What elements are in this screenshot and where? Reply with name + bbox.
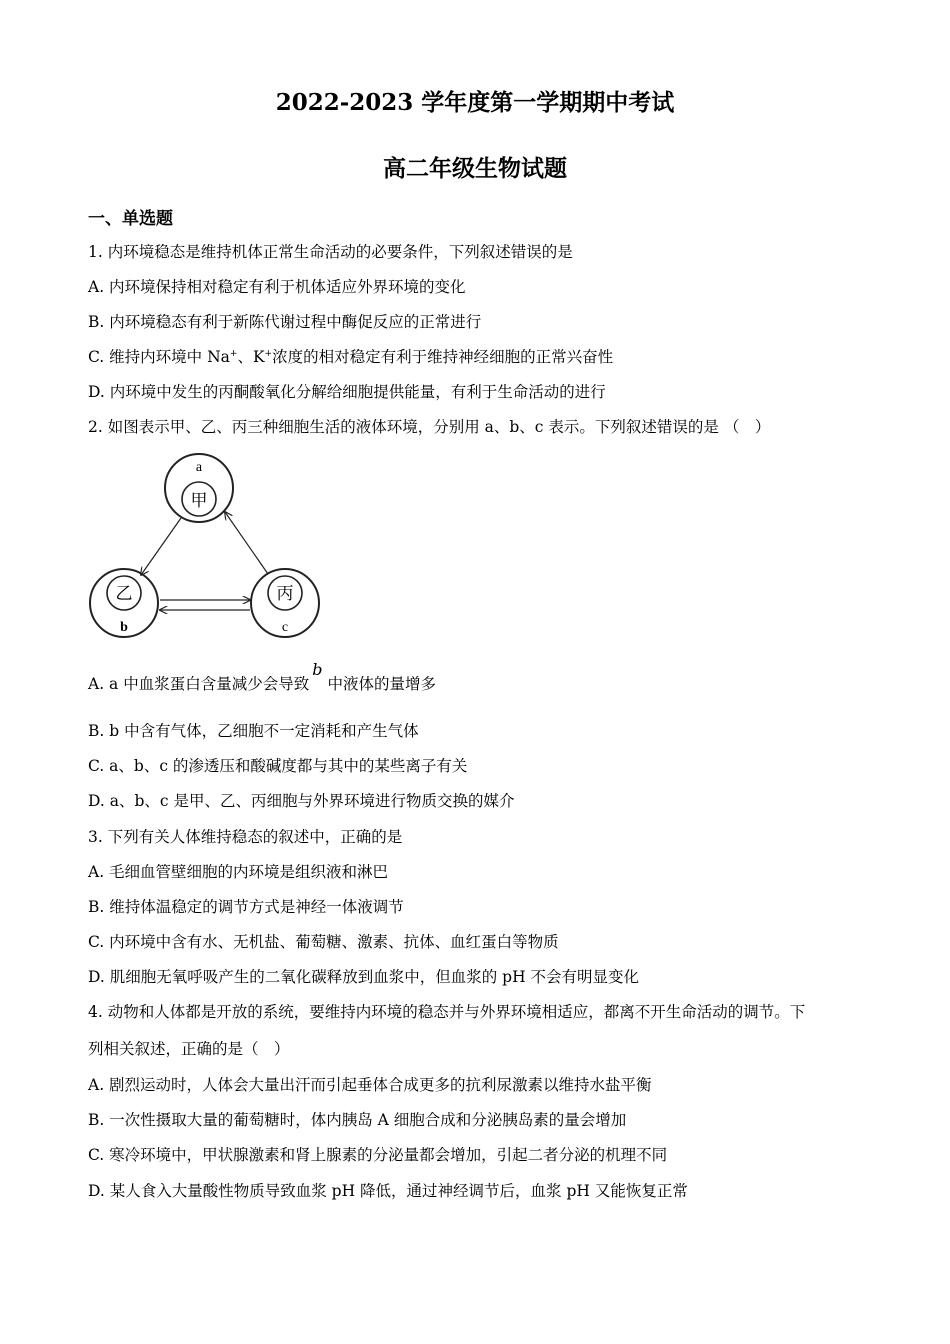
fluid-a-node: [165, 454, 233, 522]
q4-option-b: B. 一次性摄取大量的葡萄糖时，体内胰岛 A 细胞合成和分泌胰岛素的量会增加: [88, 1111, 627, 1129]
arrow-c-to-a: [225, 512, 268, 574]
q2-stem: 2. 如图表示甲、乙、丙三种细胞生活的液体环境，分别用 a、b、c 表示。下列叙述错误的是 （ ）: [88, 418, 771, 436]
label-a: a: [195, 460, 203, 475]
q2-option-a-post: 中液体的量增多: [327, 675, 436, 693]
cell-jia: 甲: [190, 491, 208, 511]
q1-option-c-mid: 、K: [237, 348, 265, 366]
q2-option-a: [88, 660, 436, 694]
cell-bing: 丙: [276, 584, 294, 604]
q1-option-a: A. 内环境保持相对稳定有利于机体适应外界环境的变化: [88, 278, 466, 296]
arrow-a-to-b: [141, 518, 181, 575]
q3-option-d: D. 肌细胞无氧呼吸产生的二氧化碳释放到血浆中，但血浆的 pH 不会有明显变化: [88, 968, 640, 986]
q2-option-a-pre: A. a 中血浆蛋白含量减少会导致: [88, 675, 310, 693]
q3-option-c: C. 内环境中含有水、无机盐、葡萄糖、激素、抗体、血红蛋白等物质: [88, 933, 559, 951]
q4-option-a: A. 剧烈运动时，人体会大量出汗而引起垂体合成更多的抗利尿激素以维持水盐平衡: [88, 1076, 652, 1094]
q4-option-c: C. 寒冷环境中，甲状腺激素和肾上腺素的分泌量都会增加，引起二者分泌的机理不同: [88, 1146, 668, 1164]
exam-subtitle: 高二年级生物试题: [383, 155, 567, 182]
section-heading: 一、单选题: [88, 209, 173, 229]
cell-yi: 乙: [115, 584, 133, 604]
q2-option-b: B. b 中含有气体，乙细胞不一定消耗和产生气体: [88, 722, 419, 740]
label-c: c: [281, 620, 289, 635]
q2-option-a-var: b: [312, 660, 323, 679]
fluid-c-node: [251, 569, 319, 637]
q2-option-c: C. a、b、c 的渗透压和酸碱度都与其中的某些离子有关: [88, 757, 468, 775]
q1-stem: 1. 内环境稳态是维持机体正常生命活动的必要条件，下列叙述错误的是: [88, 243, 573, 261]
q1-option-c: [88, 347, 613, 367]
exam-title: 2022-2023 学年度第一学期期中考试: [275, 89, 675, 116]
q3-option-a: A. 毛细血管壁细胞的内环境是组织液和淋巴: [88, 863, 389, 881]
fluid-b-node: [90, 569, 158, 637]
body-fluid-diagram: [84, 450, 329, 645]
q4-option-d: D. 某人食入大量酸性物质导致血浆 pH 降低，通过神经调节后，血浆 pH 又能恢复正常: [88, 1182, 688, 1200]
q1-option-d: D. 内环境中发生的丙酮酸氧化分解给细胞提供能量，有利于生命活动的进行: [88, 383, 606, 401]
q1-option-b: B. 内环境稳态有利于新陈代谢过程中酶促反应的正常进行: [88, 313, 482, 331]
q1-option-c-sup2: +: [264, 349, 273, 359]
q2-option-d: D. a、b、c 是甲、乙、丙细胞与外界环境进行物质交换的媒介: [88, 792, 515, 810]
label-b: b: [120, 620, 128, 635]
q1-option-c-post: 浓度的相对稳定有利于维持神经细胞的正常兴奋性: [272, 348, 614, 366]
q4-stem-line1: 4. 动物和人体都是开放的系统，要维持内环境的稳态并与外界环境相适应，都离不开生命活动的调节。下: [88, 1003, 806, 1021]
q1-option-c-pre: C. 维持内环境中 Na: [88, 348, 230, 366]
q1-option-c-sup1: +: [229, 349, 238, 359]
q4-stem-line2: 列相关叙述，正确的是（ ）: [88, 1040, 290, 1058]
q3-stem: 3. 下列有关人体维持稳态的叙述中，正确的是: [88, 828, 403, 846]
q3-option-b: B. 维持体温稳定的调节方式是神经一体液调节: [88, 898, 404, 916]
